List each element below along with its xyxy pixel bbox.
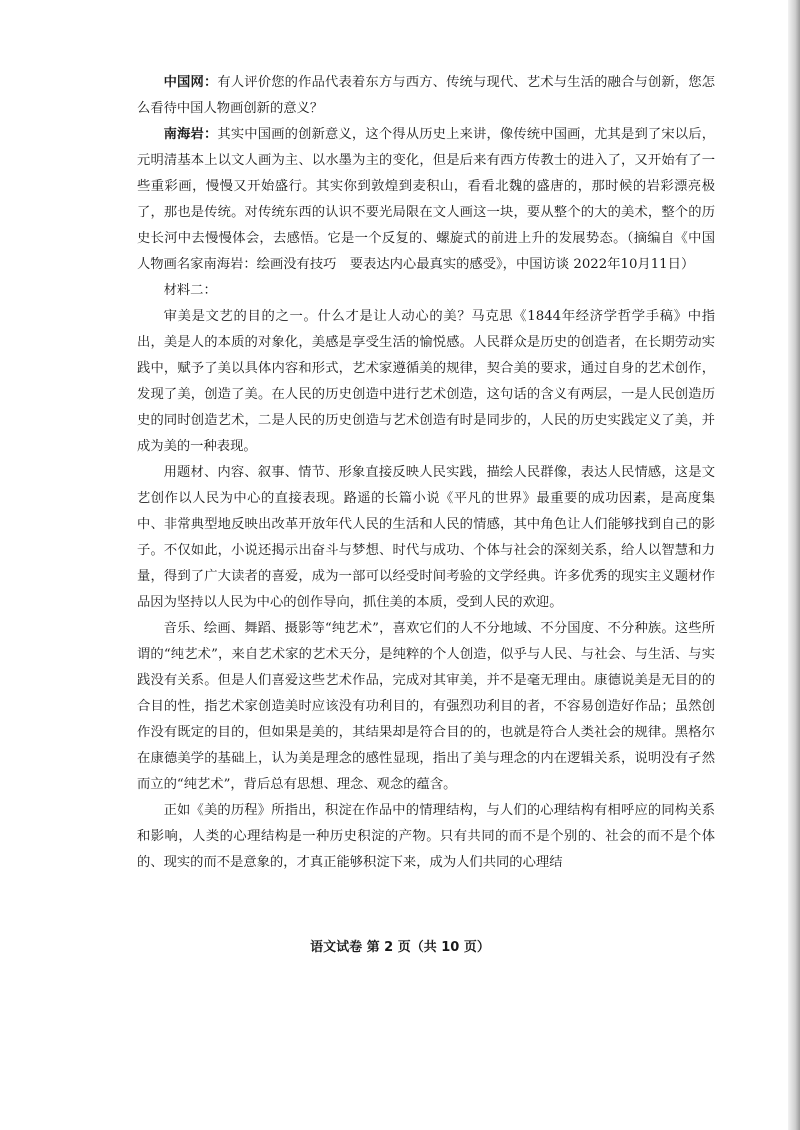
interview-question [137, 70, 715, 122]
answer-source: （摘编自《中国人物画名家南海岩：绘画没有技巧 要表达内心最真实的感受》，中国访谈 2022年10月11日） [137, 231, 716, 272]
answer-text: 其实中国画的创新意义，这个得从历史上来讲，像传统中国画，尤其是到了宋以后，元明清基本上以文人画为主、以水墨为主的变化，但是后来有西方传教士的进入了，又开始有了一些重彩画，慢慢又开始盛行。其实你到敦煌到麦积山，看看北魏的盛唐的，那时候的岩彩漂亮极了，那也是传统。对传统东西的认识不要光局限在文人画这一块，要从整个的大的美术，整个的历史长河中去慢慢体会，去感悟。它是一个反复的、螺旋式的前进上升的发展势态。 [137, 127, 716, 246]
material-two-paragraph-2: 用题材、内容、叙事、情节、形象直接反映人民实践，描绘人民群像，表达人民情感，这是文艺创作以人民为中心的直接表现。路遥的长篇小说《平凡的世界》最重要的成功因素，是高度集中、非常典型地反映出改革开放年代人民的生活和人民的情感，其中角色让人们能够找到自己的影子。不仅如此，小说还揭示出奋斗与梦想、时代与成功、个体与社会的深刻关系，给人以智慧和力量，得到了广大读者的喜爱，成为一部可以经受时间考验的文学经典。许多优秀的现实主义题材作品因为坚持以人民为中心的创作导向，抓住美的本质，受到人民的欢迎。 [137, 465, 715, 610]
document-body [137, 70, 715, 876]
question-speaker: 中国网： [163, 75, 218, 90]
material-two-paragraph-3: 音乐、绘画、舞蹈、摄影等“纯艺术”，喜欢它们的人不分地域、不分国度、不分种族。这些所谓的“纯艺术”，来自艺术家的艺术天分，是纯粹的个人创造，似乎与人民、与社会、与生活、与实践没有关系。但是人们喜爱这些艺术作品，完成对其审美，并不是毫无理由。康德说美是无目的的合目的性，指艺术家创造美时应该没有功利目的，有强烈功利目的者，不容易创造好作品；虽然创作没有既定的目的，但如果是美的，其结果却是符合目的的，也就是符合人类社会的规律。黑格尔在康德美学的基础上，认为美是理念的感性显现，指出了美与理念的内在逻辑关系，说明没有孑然而立的“纯艺术”，背后总有思想、理念、观念的蕴含。 [137, 621, 715, 792]
scan-edge-shadow [788, 0, 800, 1130]
question-text: 有人评价您的作品代表着东方与西方、传统与现代、艺术与生活的融合与创新，您怎么看待中国人物画创新的意义？ [137, 75, 716, 116]
page-footer: 语文试卷 第 2 页（共 10 页） [310, 940, 490, 955]
material-two-paragraph-1: 审美是文艺的目的之一。什么才是让人动心的美？马克思《1844年经济学哲学手稿》中指出，美是人的本质的对象化，美感是享受生活的愉悦感。人民群众是历史的创造者，在长期劳动实践中，赋予了美以具体内容和形式，艺术家遵循美的规律，契合美的要求，通过自身的艺术创作，发现了美，创造了美。在人民的历史创造中进行艺术创造，这句话的含义有两层，一是人民创造历史的同时创造艺术，二是人民的历史创造与艺术创造有时是同步的，人民的历史实践定义了美，并成为美的一种表现。 [137, 309, 715, 454]
interview-answer [137, 122, 715, 278]
material-two-paragraph-4: 正如《美的历程》所指出，积淀在作品中的情理结构，与人们的心理结构有相呼应的同构关系和影响，人类的心理结构是一种历史积淀的产物。只有共同的而不是个别的、社会的而不是个体的、现实的而不是意象的，才真正能够积淀下来，成为人们共同的心理结 [137, 803, 715, 870]
answer-speaker: 南海岩： [163, 127, 218, 142]
material-two-heading: 材料二： [163, 283, 217, 298]
